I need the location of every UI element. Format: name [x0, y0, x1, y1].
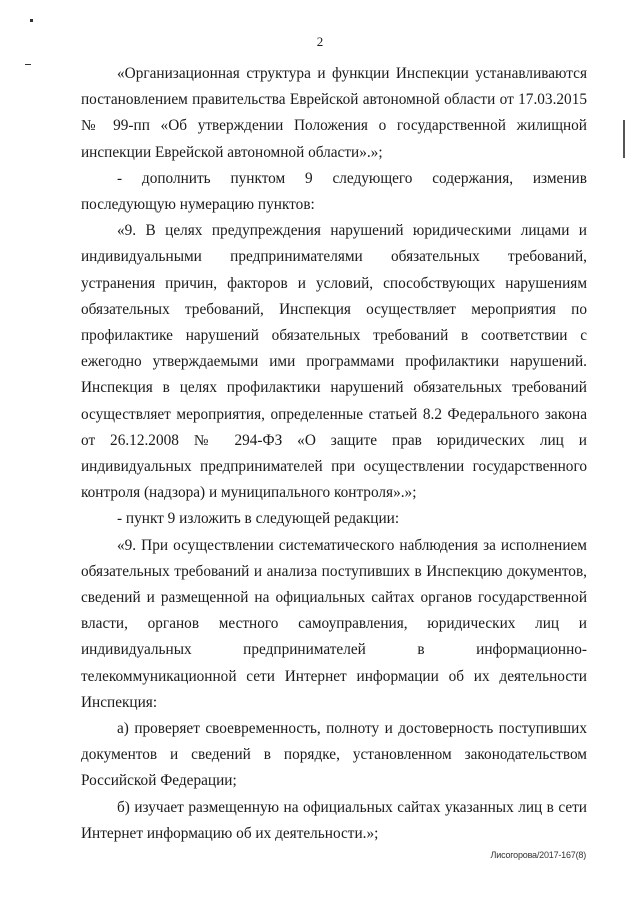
paragraph-item-9-replace: - пункт 9 изложить в следующей редакции:	[117, 510, 400, 528]
subitem-b: б) изучает размещенную на официальных сайтах указанных лиц в сети Интернет информацию об их деятельности.»;	[81, 798, 587, 842]
paragraph-item-9-observation: «9. При осуществлении систематического наблюдения за исполнением обязательных требований и анализа поступивших в Инспекцию документов, сведений и размещенной на официальных сайтах органов государственной власти, органов местного самоуправления, юридических лиц и индивидуальных предпринимателей в информационно-телекоммуникационной сети Интернет информации об их деятельности Инспекция:	[81, 536, 587, 711]
scan-artifact-mark	[30, 19, 33, 22]
paragraph-add-item-9	[81, 166, 587, 218]
word: изменив	[532, 169, 587, 187]
dash-marker: -	[117, 169, 123, 187]
word: 9	[305, 169, 313, 187]
word: дополнить	[141, 169, 211, 187]
document-body	[81, 61, 587, 847]
subitem-a: а) проверяет своевременность, полноту и достоверность поступивших документов и сведений в порядке, установленном законодательством Российской Федерации;	[81, 720, 587, 790]
paragraph-item-9-prevention: «9. В целях предупреждения нарушений юридическими лицами и индивидуальными предпринимателями обязательных требований, устранения причин, факторов и условий, способствующих нарушениям обязательных требований, Инспекция осуществляет мероприятия по профилактике нарушений обязательных требований в соответствии с ежегодно утверждаемыми ими программами профилактики нарушений. Инспекция в целях профилактики нарушений обязательных требований осуществляет мероприятия, определенные статьей 8.2 Федерального закона от 26.12.2008 № 294-ФЗ «О защите прав юридических лиц и индивидуальных предпринимателей при осуществлении государственного контроля (надзора) и муниципального контроля».»;	[81, 222, 587, 502]
word: следующего	[332, 169, 413, 187]
word: содержания,	[432, 169, 514, 187]
dash-item-line	[81, 166, 587, 192]
page-number: 2	[316, 34, 324, 49]
scan-artifact-mark	[25, 64, 31, 65]
paragraph-org-structure: «Организационная структура и функции Инспекции устанавливаются постановлением правительства Еврейской автономной области от 17.03.2015 № 99-пп «Об утверждении Положения о государственной жилищной инспекции Еврейской автономной области».»;	[81, 65, 587, 161]
footer-document-code: Лисогорова/2017-167(8)	[490, 850, 586, 860]
word: пунктом	[230, 169, 286, 187]
dash-item-continuation: последующую нумерацию пунктов:	[81, 196, 315, 214]
scan-artifact-edge	[623, 120, 625, 158]
